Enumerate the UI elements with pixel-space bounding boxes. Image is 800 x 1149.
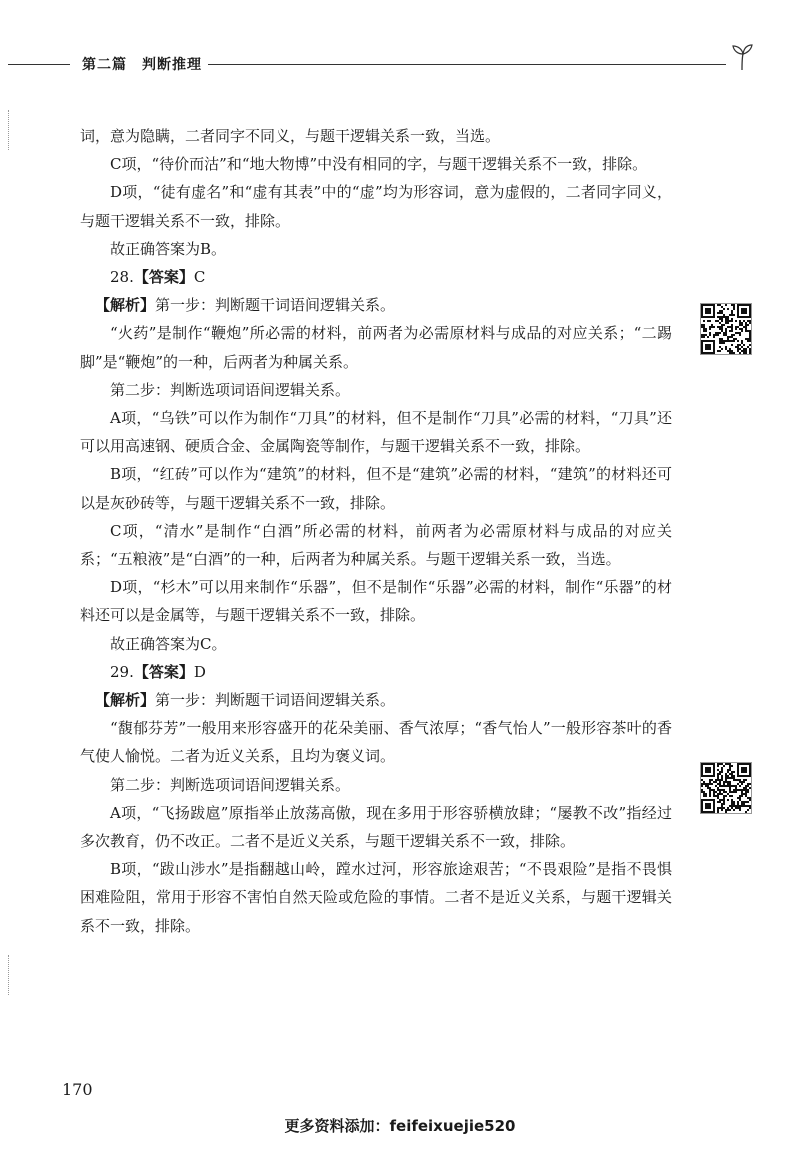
sprout-icon xyxy=(728,42,756,72)
paragraph: 词，意为隐瞒，二者同字不同义，与题干逻辑关系一致，当选。 xyxy=(80,127,501,145)
paragraph: 第二步：判断选项词语间逻辑关系。 xyxy=(110,380,351,399)
page-number: 170 xyxy=(62,1080,93,1099)
article-body xyxy=(80,122,672,940)
paragraph: 故正确答案为C。 xyxy=(110,634,227,653)
paragraph: B项，“跋山涉水”是指翻越山岭，蹚水过河，形容旅途艰苦；“不畏艰险”是指不畏惧困难险阻，常用于形容不害怕自然天险或危险的事情。二者不是近义关系，与题干逻辑关系不一致，排除。 xyxy=(80,860,672,935)
qr-code-icon xyxy=(700,762,752,814)
paragraph: “馥郁芬芳”一般用来形容盛开的花朵美丽、香气浓厚；“香气怡人”一般形容茶叶的香气使人愉悦。二者为近义关系，且均为褒义词。 xyxy=(80,719,672,766)
paragraph: 第二步：判断选项词语间逻辑关系。 xyxy=(110,775,351,794)
footer-note: 更多资料添加：feifeixuejie520 xyxy=(284,1117,516,1135)
paragraph xyxy=(80,291,672,319)
answer-tag: 【答案】 xyxy=(133,268,194,287)
paragraph: C项，“清水”是制作“白酒”所必需的材料，前两者为必需原材料与成品的对应关系；“五粮液”是“白酒”的一种，后两者为种属关系。与题干逻辑关系一致，当选。 xyxy=(80,521,672,569)
margin-dots-top xyxy=(8,110,9,150)
answer-text: 第一步：判断题干词语间逻辑关系。 xyxy=(155,691,396,710)
paragraph xyxy=(80,263,672,291)
paragraph: D项，“杉木”可以用来制作“乐器”，但不是制作“乐器”必需的材料，制作“乐器”的材料还可以是金属等，与题干逻辑关系不一致，排除。 xyxy=(80,578,672,625)
answer-tag: 【解析】 xyxy=(95,296,156,315)
running-header xyxy=(8,50,748,76)
header-rule-left xyxy=(8,64,70,65)
paragraph: “火药”是制作“鞭炮”所必需的材料，前两者为必需原材料与成品的对应关系；“二踢脚”是“鞭炮”的一种，后两者为种属关系。 xyxy=(80,324,672,371)
answer-text: 第一步：判断题干词语间逻辑关系。 xyxy=(155,296,396,315)
paragraph: C项，“待价而沽”和“地大物博”中没有相同的字，与题干逻辑关系不一致，排除。 xyxy=(110,155,648,174)
paragraph: A项，“飞扬跋扈”原指举止放荡高傲，现在多用于形容骄横放肆；“屡教不改”指经过多次教育，仍不改正。二者不是近义关系，与题干逻辑关系不一致，排除。 xyxy=(80,803,672,851)
answer-text: D xyxy=(193,662,206,681)
paragraph xyxy=(80,686,672,714)
paragraph: D项，“徒有虚名”和“虚有其表”中的“虚”均为形容词，意为虚假的，二者同字同义，与题干逻辑关系不一致，排除。 xyxy=(80,183,672,230)
question-number: 28. xyxy=(110,268,134,287)
answer-text: C xyxy=(193,268,206,287)
paragraph xyxy=(80,658,672,686)
answer-tag: 【解析】 xyxy=(95,691,156,710)
answer-tag: 【答案】 xyxy=(133,662,194,681)
paragraph: A项，“乌铁”可以作为制作“刀具”的材料，但不是制作“刀具”必需的材料，“刀具”还可以用高速钢、硬质合金、金属陶瓷等制作，与题干逻辑关系不一致，排除。 xyxy=(80,409,672,456)
paragraph: 故正确答案为B。 xyxy=(110,239,227,258)
question-number: 29. xyxy=(110,662,134,681)
section-title: 第二篇 判断推理 xyxy=(82,57,202,73)
margin-dots-bottom xyxy=(8,955,9,995)
paragraph: B项，“红砖”可以作为“建筑”的材料，但不是“建筑”必需的材料，“建筑”的材料还可以是灰砂砖等，与题干逻辑关系不一致，排除。 xyxy=(80,465,672,512)
header-rule-right xyxy=(208,64,726,65)
qr-code-icon xyxy=(700,303,752,355)
